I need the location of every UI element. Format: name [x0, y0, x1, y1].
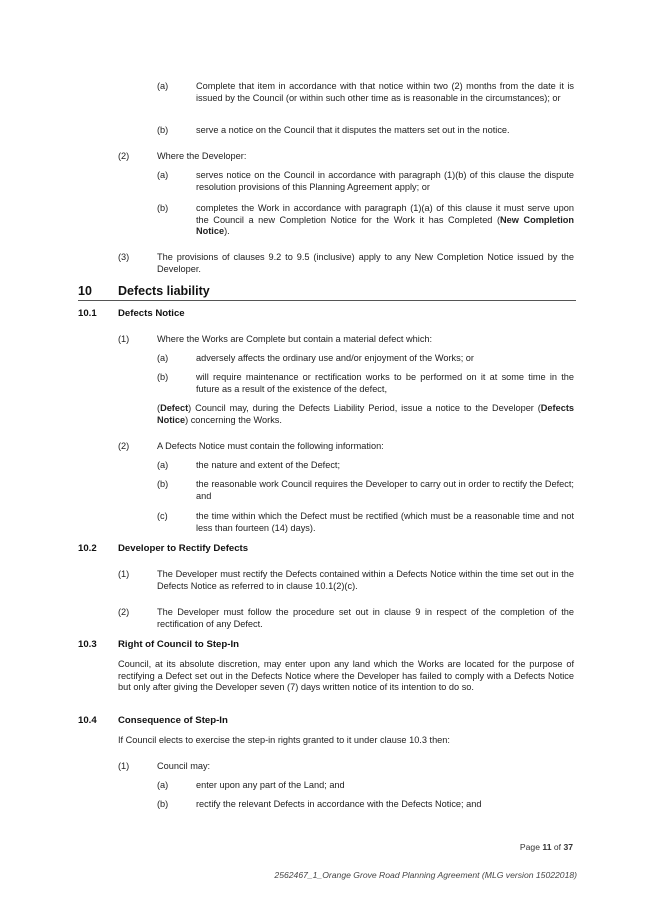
current-page: 11 [542, 842, 552, 852]
paragraph-label: (1) [118, 761, 130, 771]
item-text: serves notice on the Council in accordance with paragraph (1)(b) of this clause the dispute resolution provisions of this Planning Agreement apply; or [196, 170, 574, 192]
paragraph-label: (1) [118, 334, 130, 344]
paragraph-part: ) Council may, during the Defects Liability Period, issue a notice to the Developer ( [188, 403, 541, 413]
paragraph-part: ( [157, 403, 161, 413]
paragraph-text: The Developer must follow the procedure set out in clause 9 in respect of the completion of the rectification of any Defect. [157, 607, 574, 629]
item-label: (a) [157, 780, 169, 790]
defined-term: Defects Notice [157, 403, 574, 425]
clause-title: Defects Notice [118, 308, 185, 319]
page-of: of [551, 842, 564, 852]
item-label: (a) [157, 81, 169, 91]
clause-number: 10.2 [78, 543, 97, 554]
paragraph-text: A Defects Notice must contain the following information: [157, 441, 384, 451]
paragraph-label: (2) [118, 441, 130, 451]
clause-title: Right of Council to Step-In [118, 639, 239, 650]
document-reference: 2562467_1_Orange Grove Road Planning Agreement (MLG version 15022018) [274, 870, 577, 880]
paragraph-label: (3) [118, 252, 130, 262]
clause-text: Council, at its absolute discretion, may enter upon any land which the Works are located for the purpose of rectifying a Defect set out in the Defects Notice where the Developer has failed to comply with a Defects Notice but only after giving the Developer seven (7) days written notice of its intention to do so. [118, 659, 574, 693]
item-label: (b) [157, 799, 169, 809]
item-text [196, 203, 574, 238]
defined-term: Defect [160, 403, 189, 413]
clause-number: 10.3 [78, 639, 97, 650]
section-title: Defects liability [118, 284, 210, 298]
item-text-part: completes the Work in accordance with paragraph (1)(a) of this clause it must serve upon the Council a new Completion Notice for the Work it has Completed ( [196, 203, 574, 225]
page-number [520, 842, 573, 854]
paragraph-text: The Developer must rectify the Defects contained within a Defects Notice within the time set out in the Defects Notice as referred to in clause 10.1(2)(c). [157, 569, 574, 591]
item-text: will require maintenance or rectification works to be performed on it at some time in the future as a result of the existence of the defect, [196, 372, 574, 394]
item-text: rectify the relevant Defects in accordance with the Defects Notice; and [196, 799, 482, 809]
paragraph-text: Where the Works are Complete but contain a material defect which: [157, 334, 433, 344]
section-rule [78, 300, 576, 301]
page-prefix: Page [519, 842, 543, 852]
item-label: (a) [157, 170, 169, 180]
total-pages: 37 [563, 842, 573, 852]
item-text: the nature and extent of the Defect; [196, 460, 341, 470]
clause-title: Developer to Rectify Defects [118, 543, 249, 554]
paragraph-label: (1) [118, 569, 130, 579]
clause-number: 10.4 [78, 715, 97, 726]
item-text: adversely affects the ordinary use and/or enjoyment of the Works; or [196, 353, 474, 363]
item-text: the reasonable work Council requires the Developer to carry out in order to rectify the Defect; and [196, 479, 574, 501]
paragraph-text: Council may: [157, 761, 211, 771]
paragraph-label: (2) [118, 607, 130, 617]
item-label: (b) [157, 125, 169, 135]
item-text: serve a notice on the Council that it disputes the matters set out in the notice. [196, 125, 510, 135]
item-label: (a) [157, 460, 169, 470]
defined-term: New Completion Notice [196, 214, 574, 237]
clause-number: 10.1 [78, 308, 97, 319]
clause-text: If Council elects to exercise the step-in rights granted to it under clause 10.3 then: [118, 735, 450, 745]
paragraph-text: The provisions of clauses 9.2 to 9.5 (inclusive) apply to any New Completion Notice issued by the Developer. [157, 252, 574, 274]
item-label: (b) [157, 479, 169, 489]
paragraph-text: Where the Developer: [157, 151, 247, 161]
item-text: the time within which the Defect must be rectified (which must be a reasonable time and not less than fourteen (14) days). [196, 511, 574, 533]
item-text-part: ). [224, 226, 230, 237]
item-label: (b) [157, 203, 169, 213]
item-text: Complete that item in accordance with that notice within two (2) months from the date it is issued by the Council (or within such other time as is reasonable in the circumstances); or [196, 81, 574, 103]
clause-title: Consequence of Step-In [118, 715, 228, 726]
section-number: 10 [78, 284, 92, 298]
paragraph-label: (2) [118, 151, 130, 161]
item-label: (a) [157, 353, 169, 363]
paragraph-part: ) concerning the Works. [185, 414, 282, 425]
item-label: (b) [157, 372, 169, 382]
definition-paragraph [157, 403, 574, 426]
item-label: (c) [157, 511, 168, 521]
item-text: enter upon any part of the Land; and [196, 780, 345, 790]
